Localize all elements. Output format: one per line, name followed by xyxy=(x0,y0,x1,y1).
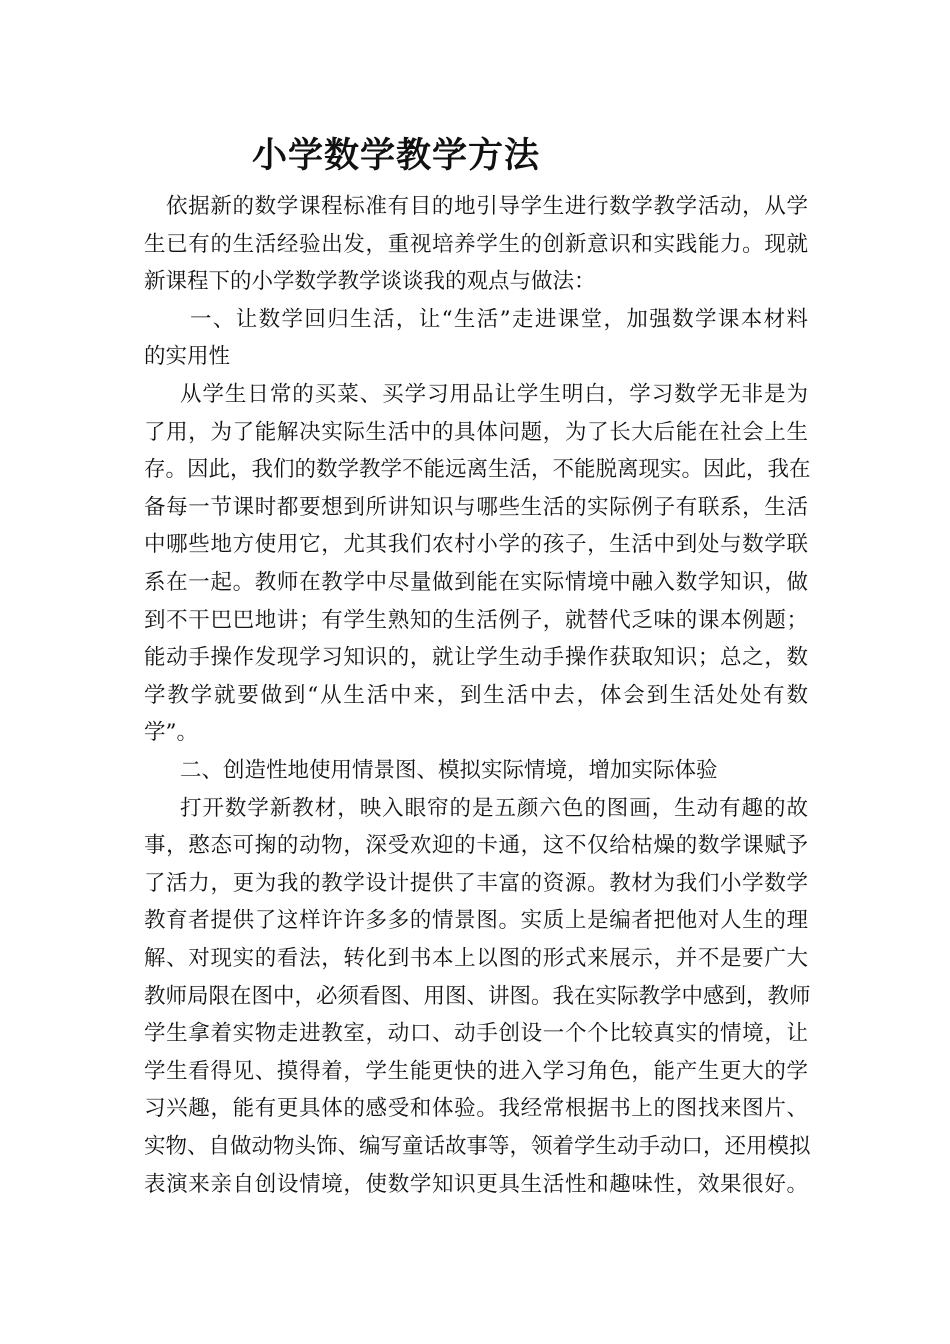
text-line: 依据新的数学课程标准有目的地引导学生进行数学教学活动，从学 xyxy=(166,194,808,219)
text-line: 系在一起。教师在教学中尽量做到能在实际情境中融入数学知识，做 xyxy=(144,570,808,595)
text-line: 到不干巴巴地讲；有学生熟知的生活例子，就替代乏味的课本例题； xyxy=(144,608,808,633)
text-line: 解、对现实的看法，转化到书本上以图的形式来展示，并不是要广大 xyxy=(144,946,808,971)
text-line: 新课程下的小学数学教学谈谈我的观点与做法： xyxy=(144,269,596,294)
section-heading-line: 二、创造性地使用情景图、模拟实际情境，增加实际体验 xyxy=(180,758,718,783)
text-line: 了活力，更为我的教学设计提供了丰富的资源。教材为我们小学数学 xyxy=(144,871,808,896)
text-line: 从学生日常的买菜、买学习用品让学生明白，学习数学无非是为 xyxy=(180,382,808,407)
text-line: 打开数学新教材，映入眼帘的是五颜六色的图画，生动有趣的故 xyxy=(180,796,808,821)
text-line: 学”。 xyxy=(144,720,198,745)
text-line: 教育者提供了这样许许多多的情景图。实质上是编者把他对人生的理 xyxy=(144,908,808,933)
text-line: 存。因此，我们的数学教学不能远离生活，不能脱离现实。因此，我在 xyxy=(144,457,811,482)
text-line: 能动手操作发现学习知识的，就让学生动手操作获取知识；总之，数 xyxy=(144,645,808,670)
text-line: 了用，为了能解决实际生活中的具体问题，为了长大后能在社会上生 xyxy=(144,420,808,445)
text-line: 事，憨态可掬的动物，深受欢迎的卡通，这不仅给枯燥的数学课赋予 xyxy=(144,833,808,858)
document-title: 小学数学教学方法 xyxy=(252,135,541,176)
section-heading-line: 的实用性 xyxy=(144,344,231,369)
text-line: 备每一节课时都要想到所讲知识与哪些生活的实际例子有联系，生活 xyxy=(144,495,808,520)
text-line: 学生看得见、摸得着，学生能更快的进入学习角色，能产生更大的学 xyxy=(144,1059,808,1084)
text-line: 习兴趣，能有更具体的感受和体验。我经常根据书上的图找来图片、 xyxy=(144,1096,808,1121)
text-line: 教师局限在图中，必须看图、用图、讲图。我在实际教学中感到，教师 xyxy=(144,984,811,1009)
text-line: 实物、自做动物头饰、编写童话故事等，领着学生动手动口，还用模拟 xyxy=(144,1134,811,1159)
section-heading-line: 一、让数学回归生活，让“生活”走进课堂，加强数学课本材料 xyxy=(190,307,808,332)
text-line: 表演来亲自创设情境，使数学知识更具生活性和趣味性，效果很好。 xyxy=(144,1172,808,1197)
text-line: 生已有的生活经验出发，重视培养学生的创新意识和实践能力。现就 xyxy=(144,232,808,257)
text-line: 学教学就要做到“从生活中来，到生活中去，体会到生活处处有数 xyxy=(144,683,808,708)
text-line: 中哪些地方使用它，尤其我们农村小学的孩子，生活中到处与数学联 xyxy=(144,532,808,557)
text-line: 学生拿着实物走进教室，动口、动手创设一个个比较真实的情境，让 xyxy=(144,1021,808,1046)
